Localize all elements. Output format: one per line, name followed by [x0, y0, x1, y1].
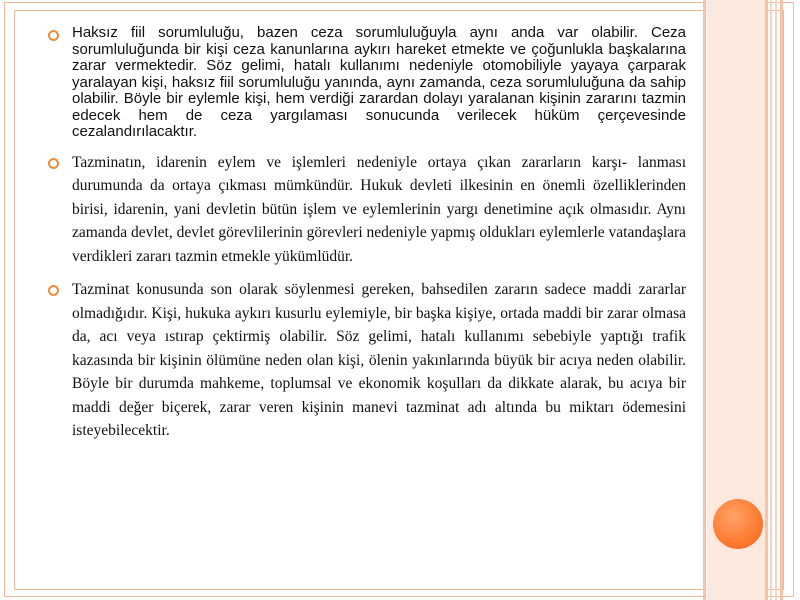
bullet-item [46, 151, 686, 269]
decor-stripe [765, 0, 768, 600]
bullet-ring-icon [48, 285, 59, 296]
bullet-item [46, 278, 686, 443]
paragraph-3: Tazminat konusunda son olarak söylenmesi gereken, bahsedilen zararın sadece maddi zararlar olmadığıdır. Kişi, hukuka aykırı kusurlu eylemiyle, bir başka kişiye, ortada maddi bir zarar olmasa da, acı veya ıstırap çektirmiş olabilir. Söz gelimi, hatalı kullanımı sebebiyle yaptığı trafik kazasında bir kişinin ölümüne neden olan kişi, ölenin yakınlarında büyük bir acıya neden olabilir. Böyle bir durumda mahkeme, toplumsal ve ekonomik koşulları da dikkate alarak, bu acıya bir maddi değer biçerek, zarar veren kişinin manevi tazminat adı altında bu miktarı ödemesini isteyebilecektir. [72, 281, 686, 439]
decor-stripe [703, 0, 706, 600]
bullet-item [46, 25, 686, 141]
paragraph-2: Tazminatın, idarenin eylem ve işlemleri nedeniyle ortaya çıkan zararların karşı- lanması durumunda da ortaya çıkması mümkündür. Hukuk devleti ilkesinin en önemli özelliklerinden birisi, idarenin, yani devletin bütün işlem ve eylemlerinin yargı denetimine açık olmasıdır. Aynı zamanda devlet, devlet görevlilerinin görevleri nedeniyle yapmış oldukları eylemlerle vatandaşlara verdikleri zararı tazmin etmekle yükümlüdür. [72, 153, 686, 265]
paragraph-1: Haksız fiil sorumluluğu, bazen ceza sorumluluğuyla aynı anda var olabilir. Ceza sorumluluğunda bir kişi ceza kanunlarına aykırı hareket etmekte ve çoğunlukla başkalarına zarar vermektedir. Söz gelimi, hatalı kullanımı nedeniyle otomobiliyle yayaya çarparak yaralayan kişi, haksız fiil sorumluluğu yanında, aynı zamanda, ceza sorumluluğuna da sahip olabilir. Böyle bir eylemle kişi, hem verdiği zarardan dolayı yaralanan kişinin zararını tazmin edecek hem de ceza yargılaması sonucunda verilecek hüküm çerçevesinde cezalandırılacaktır. [72, 24, 686, 140]
decor-stripe [775, 0, 777, 600]
decor-stripe [770, 0, 772, 600]
slide-content [46, 25, 686, 443]
decor-stripe [780, 0, 783, 600]
decor-circle-icon [713, 499, 763, 549]
bullet-ring-icon [48, 30, 59, 41]
bullet-ring-icon [48, 158, 59, 169]
